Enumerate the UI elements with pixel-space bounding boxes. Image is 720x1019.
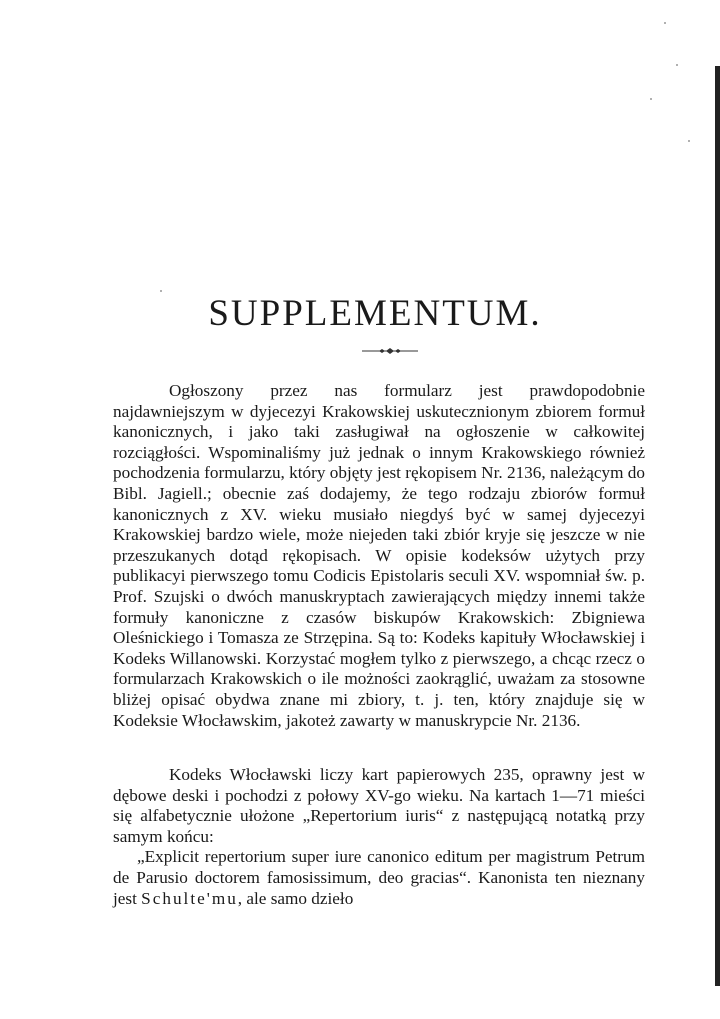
quote-paragraph — [113, 847, 645, 909]
paragraph-1 — [113, 381, 645, 731]
quote-continuation: , ale samo dzieło — [237, 888, 354, 908]
paragraph-2 — [113, 765, 645, 909]
paragraph-2-text: Kodeks Włocławski liczy kart papierowych 235, oprawny jest w dębowe deski i pochodzi z połowy XV-go wieku. Na kartach 1—71 mieści się alfabetycznie ułożone „Repertorium iuris“ z następującą notatką przy samym końcu: — [113, 765, 645, 846]
author-name: Schulte'mu — [141, 888, 238, 908]
paper-speckle — [676, 64, 678, 66]
paper-speckle — [688, 140, 690, 142]
page-edge-shadow — [715, 66, 720, 986]
paper-speckle — [650, 98, 652, 100]
quote-text: „Explicit repertorium super iure canonico editum per magistrum Petrum de Parusio doctorem famosissimum, deo gracias“. Kanonista ten nieznany jest — [113, 847, 645, 908]
paper-speckle — [664, 22, 666, 24]
divider-ornament — [362, 347, 418, 355]
page-title: SUPPLEMENTUM. — [208, 293, 542, 334]
paragraph-1-text: Ogłoszony przez nas formularz jest prawdopodobnie najdawniejszym w dyjecezyi Krakowskiej uskutecznionym zbiorem formuł kanonicznych, i jako taki zasługiwał na ogłoszenie w całkowitej rozciągłości. Wspominaliśmy już jednak o innym Krakowskiego również pochodzenia formularzu, który objęty jest rękopisem Nr. 2136, należącym do Bibl. Jagiell.; obecnie zaś dodajemy, że tego rodzaju zbiorów formuł kanonicznych z XV. wieku musiało niegdyś być w samej dyjecezyi Krakowskiej bardzo wiele, może niejeden taki zbiór kryje się jeszcze w nie przeszukanych dotąd rękopisach. W opisie kodeksów użytych przy publikacyi pierwszego tomu Codicis Epistolaris seculi XV. wspomniał św. p. Prof. Szujski o dwóch manuskryptach zawierających między innemi także formuły kanoniczne z czasów biskupów Krakowskich: Zbigniewa Oleśnickiego i Tomasza ze Strzępina. Są to: Kodeks kapituły Włocławskiej i Kodeks Willanowski. Korzystać mogłem tylko z pierwszego, a chcąc rzecz o formularzach Krakowskich o ile możności zaokrąglić, uważam za stosowne bliżej opisać obydwa znane mi zbiory, t. j. ten, który znajduje się w Kodeksie Włocławskim, jakoteż zawarty w manuskrypcie Nr. 2136. — [113, 381, 645, 730]
